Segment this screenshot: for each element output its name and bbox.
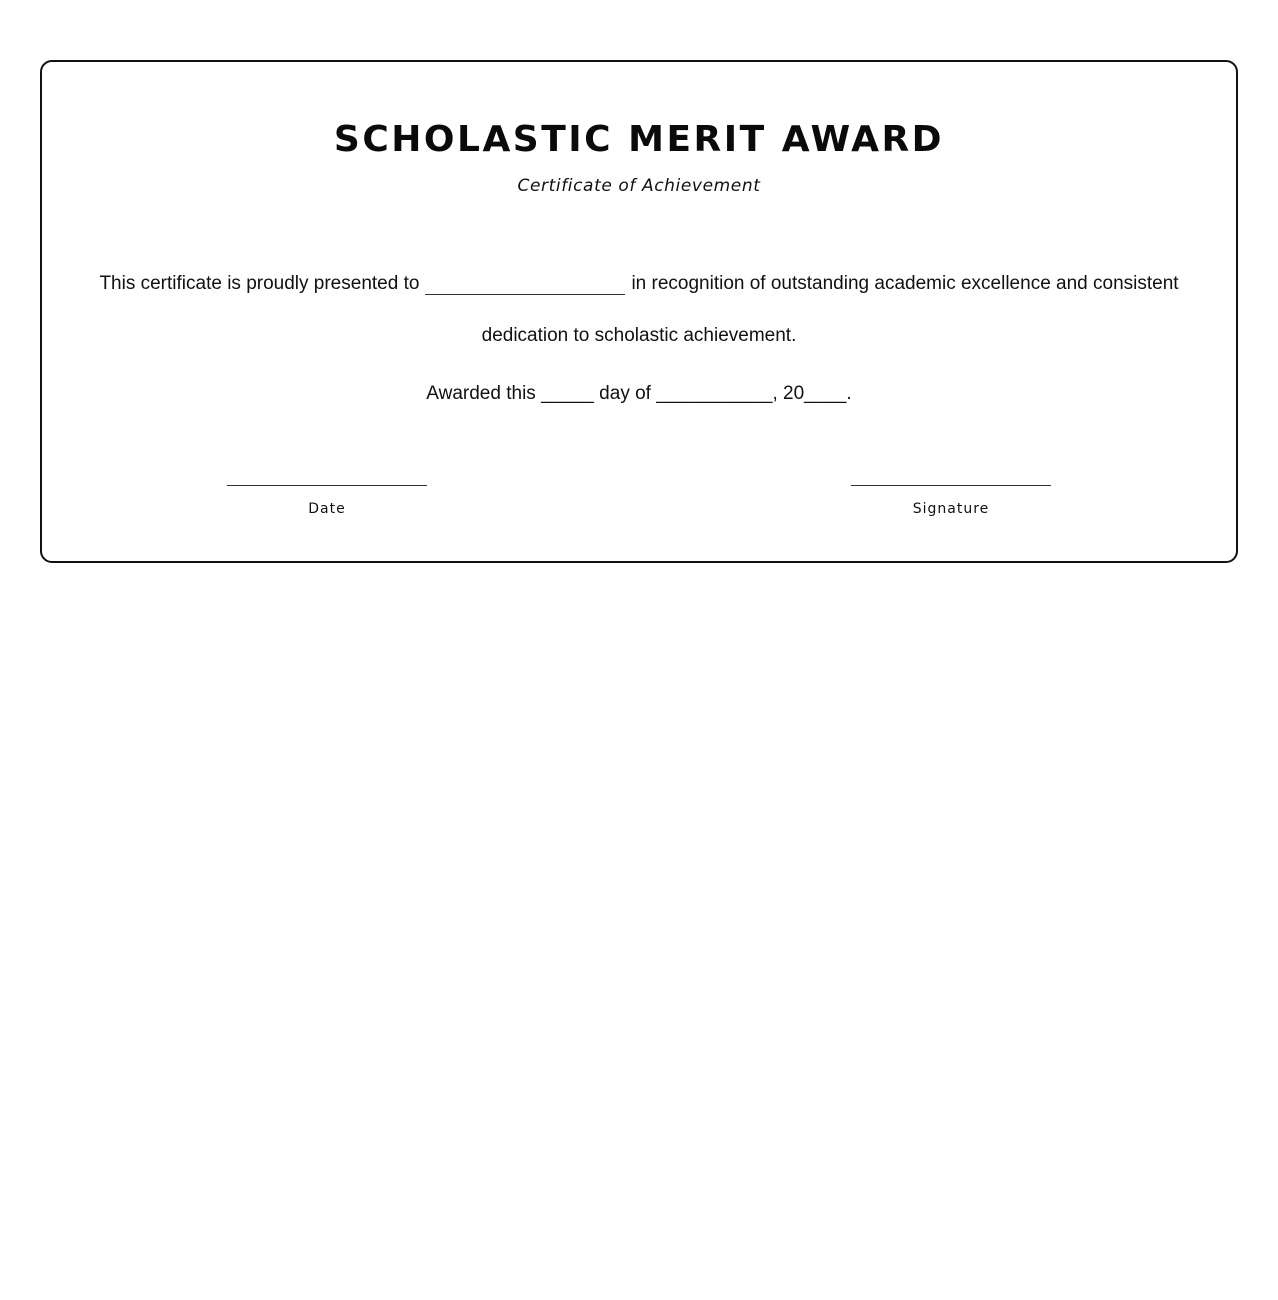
recipient-name-blank — [425, 272, 625, 295]
presentation-text-before: This certificate is proudly presented to — [99, 273, 420, 294]
certificate-frame — [40, 60, 1238, 563]
date-block — [227, 485, 427, 518]
date-label: Date — [308, 501, 346, 517]
signature-block — [851, 485, 1051, 518]
date-line — [227, 485, 427, 486]
certificate-title: SCHOLASTIC MERIT AWARD — [333, 119, 945, 160]
presentation-text — [72, 258, 1206, 362]
certificate-subtitle: Certificate of Achievement — [517, 176, 761, 196]
presentation-text-after: in recognition of outstanding academic excellence and consistent dedication to scholastic achievement. — [481, 273, 1179, 346]
signature-label: Signature — [912, 501, 990, 517]
awarded-date-line: Awarded this _____ day of ___________, 20____. — [426, 383, 852, 404]
signature-line — [851, 485, 1051, 486]
